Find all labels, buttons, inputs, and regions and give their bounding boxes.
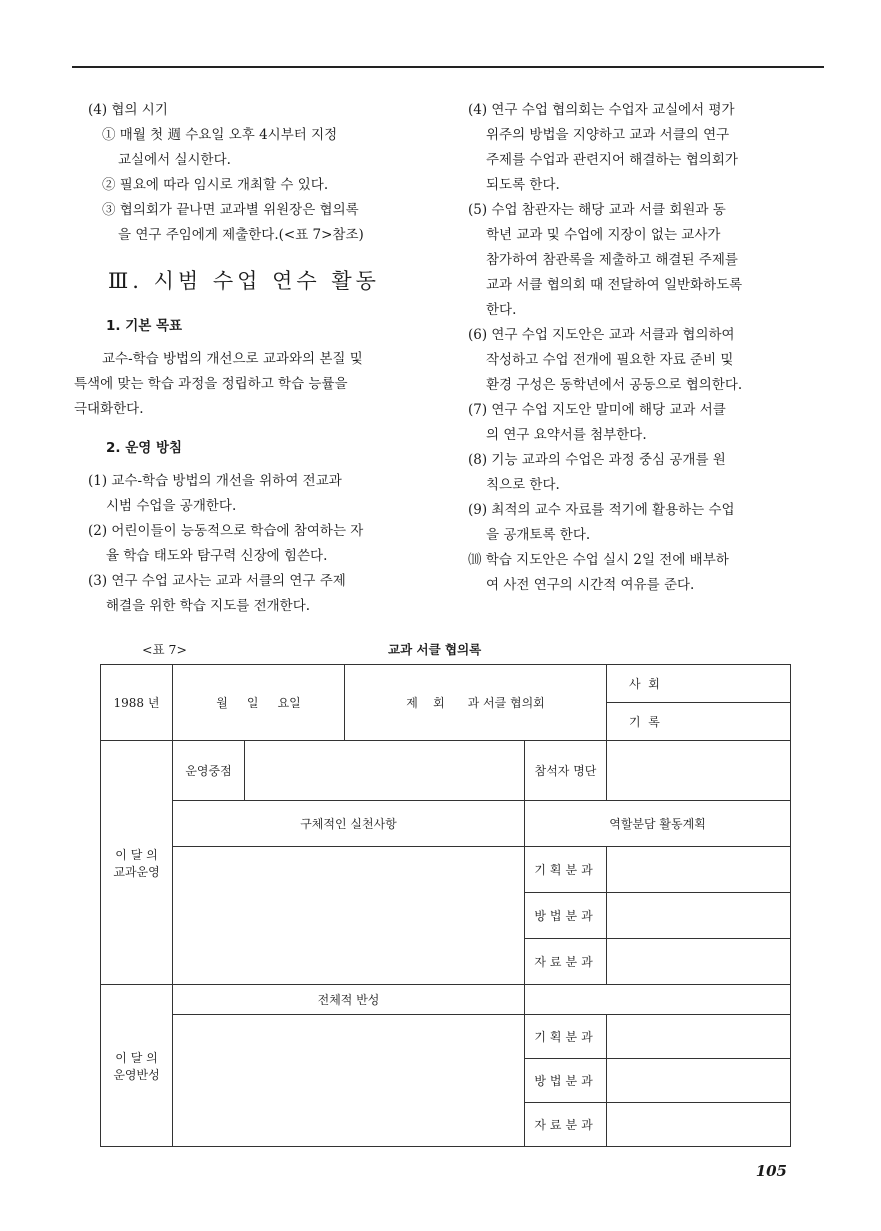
recorder-label: 기 록 xyxy=(607,703,791,741)
policy-item: (6) 연구 수업 지도안은 교과 서클과 협의하여 xyxy=(468,327,735,343)
policy-item: ⑽ 학습 지도안은 수업 실시 2일 전에 배부하 xyxy=(468,552,729,568)
month-reflection-label: 이 달 의 운영반성 xyxy=(101,985,173,1147)
dept-material-label: 자료분과 xyxy=(525,1103,607,1147)
dept-material-value xyxy=(607,939,791,985)
list-item: ② 필요에 따라 임시로 개최할 수 있다. xyxy=(102,177,329,193)
dept-method-label: 방법분과 xyxy=(525,1059,607,1103)
goal-heading: 1. 기본 목표 xyxy=(106,318,183,334)
practice-value xyxy=(173,847,525,985)
dept-plan-label: 기획분과 xyxy=(525,847,607,893)
policy-item-cont: 작성하고 수업 전개에 필요한 자료 준비 및 xyxy=(486,352,734,368)
section-4-heading: (4) 협의 시기 xyxy=(88,102,168,118)
reflection-header-blank xyxy=(525,985,791,1015)
policy-item: (8) 기능 교과의 수업은 과정 중심 공개를 원 xyxy=(468,452,726,468)
policy-item: (3) 연구 수업 교사는 교과 서클의 연구 주제 xyxy=(88,573,346,589)
policy-heading: 2. 운영 방침 xyxy=(106,440,183,456)
right-column xyxy=(468,98,804,598)
policy-item-cont: 교과 서클 협의회 때 전달하여 일반화하도록 xyxy=(486,277,743,293)
policy-item: (9) 최적의 교수 자료를 적기에 활용하는 수업 xyxy=(468,502,735,518)
page-number: 105 xyxy=(755,1162,787,1180)
reflection-label: 전체적 반성 xyxy=(173,985,525,1015)
dept-plan-value xyxy=(607,847,791,893)
focus-value xyxy=(245,741,525,801)
policy-item: (4) 연구 수업 협의회는 수업자 교실에서 평가 xyxy=(468,102,735,118)
focus-label: 운영중점 xyxy=(173,741,245,801)
policy-item: (5) 수업 참관자는 해당 교과 서클 회원과 동 xyxy=(468,202,726,218)
chair-label: 사 회 xyxy=(607,665,791,703)
attendees-label: 참석자 명단 xyxy=(525,741,607,801)
policy-item-cont: 학년 교과 및 수업에 지장이 없는 교사가 xyxy=(486,227,721,243)
list-item: ③ 협의회가 끝나면 교과별 위원장은 협의록 xyxy=(102,202,359,218)
table-title: 교과 서클 협의록 xyxy=(388,642,482,657)
policy-item-cont: 율 학습 태도와 탐구력 신장에 힘쓴다. xyxy=(106,548,328,564)
dept-plan-label: 기획분과 xyxy=(525,1015,607,1059)
policy-item-cont: 되도록 한다. xyxy=(486,177,560,193)
section-title: Ⅲ. 시범 수업 연수 활동 xyxy=(108,269,380,293)
dept-method-label: 방법분과 xyxy=(525,893,607,939)
policy-item-cont: 의 연구 요약서를 첨부한다. xyxy=(486,427,647,443)
policy-item: (1) 교수-학습 방법의 개선을 위하여 전교과 xyxy=(88,473,342,489)
month-operation-label: 이 달 의 교과운영 xyxy=(101,741,173,985)
list-item: ① 매월 첫 週 수요일 오후 4시부터 지정 xyxy=(102,127,338,143)
attendees-value xyxy=(607,741,791,801)
dept-method-value xyxy=(607,893,791,939)
goal-line: 극대화한다. xyxy=(74,401,144,417)
top-rule xyxy=(72,66,824,68)
goal-line: 특색에 맞는 학습 과정을 정립하고 학습 능률을 xyxy=(74,376,348,392)
meeting-cell: 제 회 과 서클 협의회 xyxy=(345,665,607,741)
table-number: <표 7> xyxy=(142,642,187,657)
list-item-cont: 교실에서 실시한다. xyxy=(118,152,231,168)
dept-method-reflection xyxy=(607,1059,791,1103)
policy-item-cont: 참가하여 참관록을 제출하고 해결된 주제를 xyxy=(486,252,738,268)
policy-item-cont: 위주의 방법을 지양하고 교과 서클의 연구 xyxy=(486,127,730,143)
policy-item-cont: 환경 구성은 동학년에서 공동으로 협의한다. xyxy=(486,377,743,393)
policy-item: (2) 어린이들이 능동적으로 학습에 참여하는 자 xyxy=(88,523,364,539)
date-cell: 월 일 요일 xyxy=(173,665,345,741)
dept-material-label: 자료분과 xyxy=(525,939,607,985)
policy-item: (7) 연구 수업 지도안 말미에 해당 교과 서클 xyxy=(468,402,726,418)
list-item-cont: 을 연구 주임에게 제출한다.(<표 7>참조) xyxy=(118,227,364,243)
left-column xyxy=(74,98,448,619)
policy-item-cont: 한다. xyxy=(486,302,517,318)
policy-item-cont: 시범 수업을 공개한다. xyxy=(106,498,237,514)
policy-item-cont: 주제를 수업과 관련지어 해결하는 협의회가 xyxy=(486,152,738,168)
policy-item-cont: 칙으로 한다. xyxy=(486,477,560,493)
goal-line: 교수-학습 방법의 개선으로 교과와의 본질 및 xyxy=(102,351,363,367)
reflection-value xyxy=(173,1015,525,1147)
meeting-record-form xyxy=(100,664,791,1147)
roles-plan-label: 역할분담 활동계획 xyxy=(525,801,791,847)
policy-item-cont: 해결을 위한 학습 지도를 전개한다. xyxy=(106,598,311,614)
policy-item-cont: 을 공개토록 한다. xyxy=(486,527,591,543)
practice-label: 구체적인 실천사항 xyxy=(173,801,525,847)
policy-item-cont: 여 사전 연구의 시간적 여유를 준다. xyxy=(486,577,695,593)
dept-material-reflection xyxy=(607,1103,791,1147)
year-cell: 1988 년 xyxy=(101,665,173,741)
dept-plan-reflection xyxy=(607,1015,791,1059)
